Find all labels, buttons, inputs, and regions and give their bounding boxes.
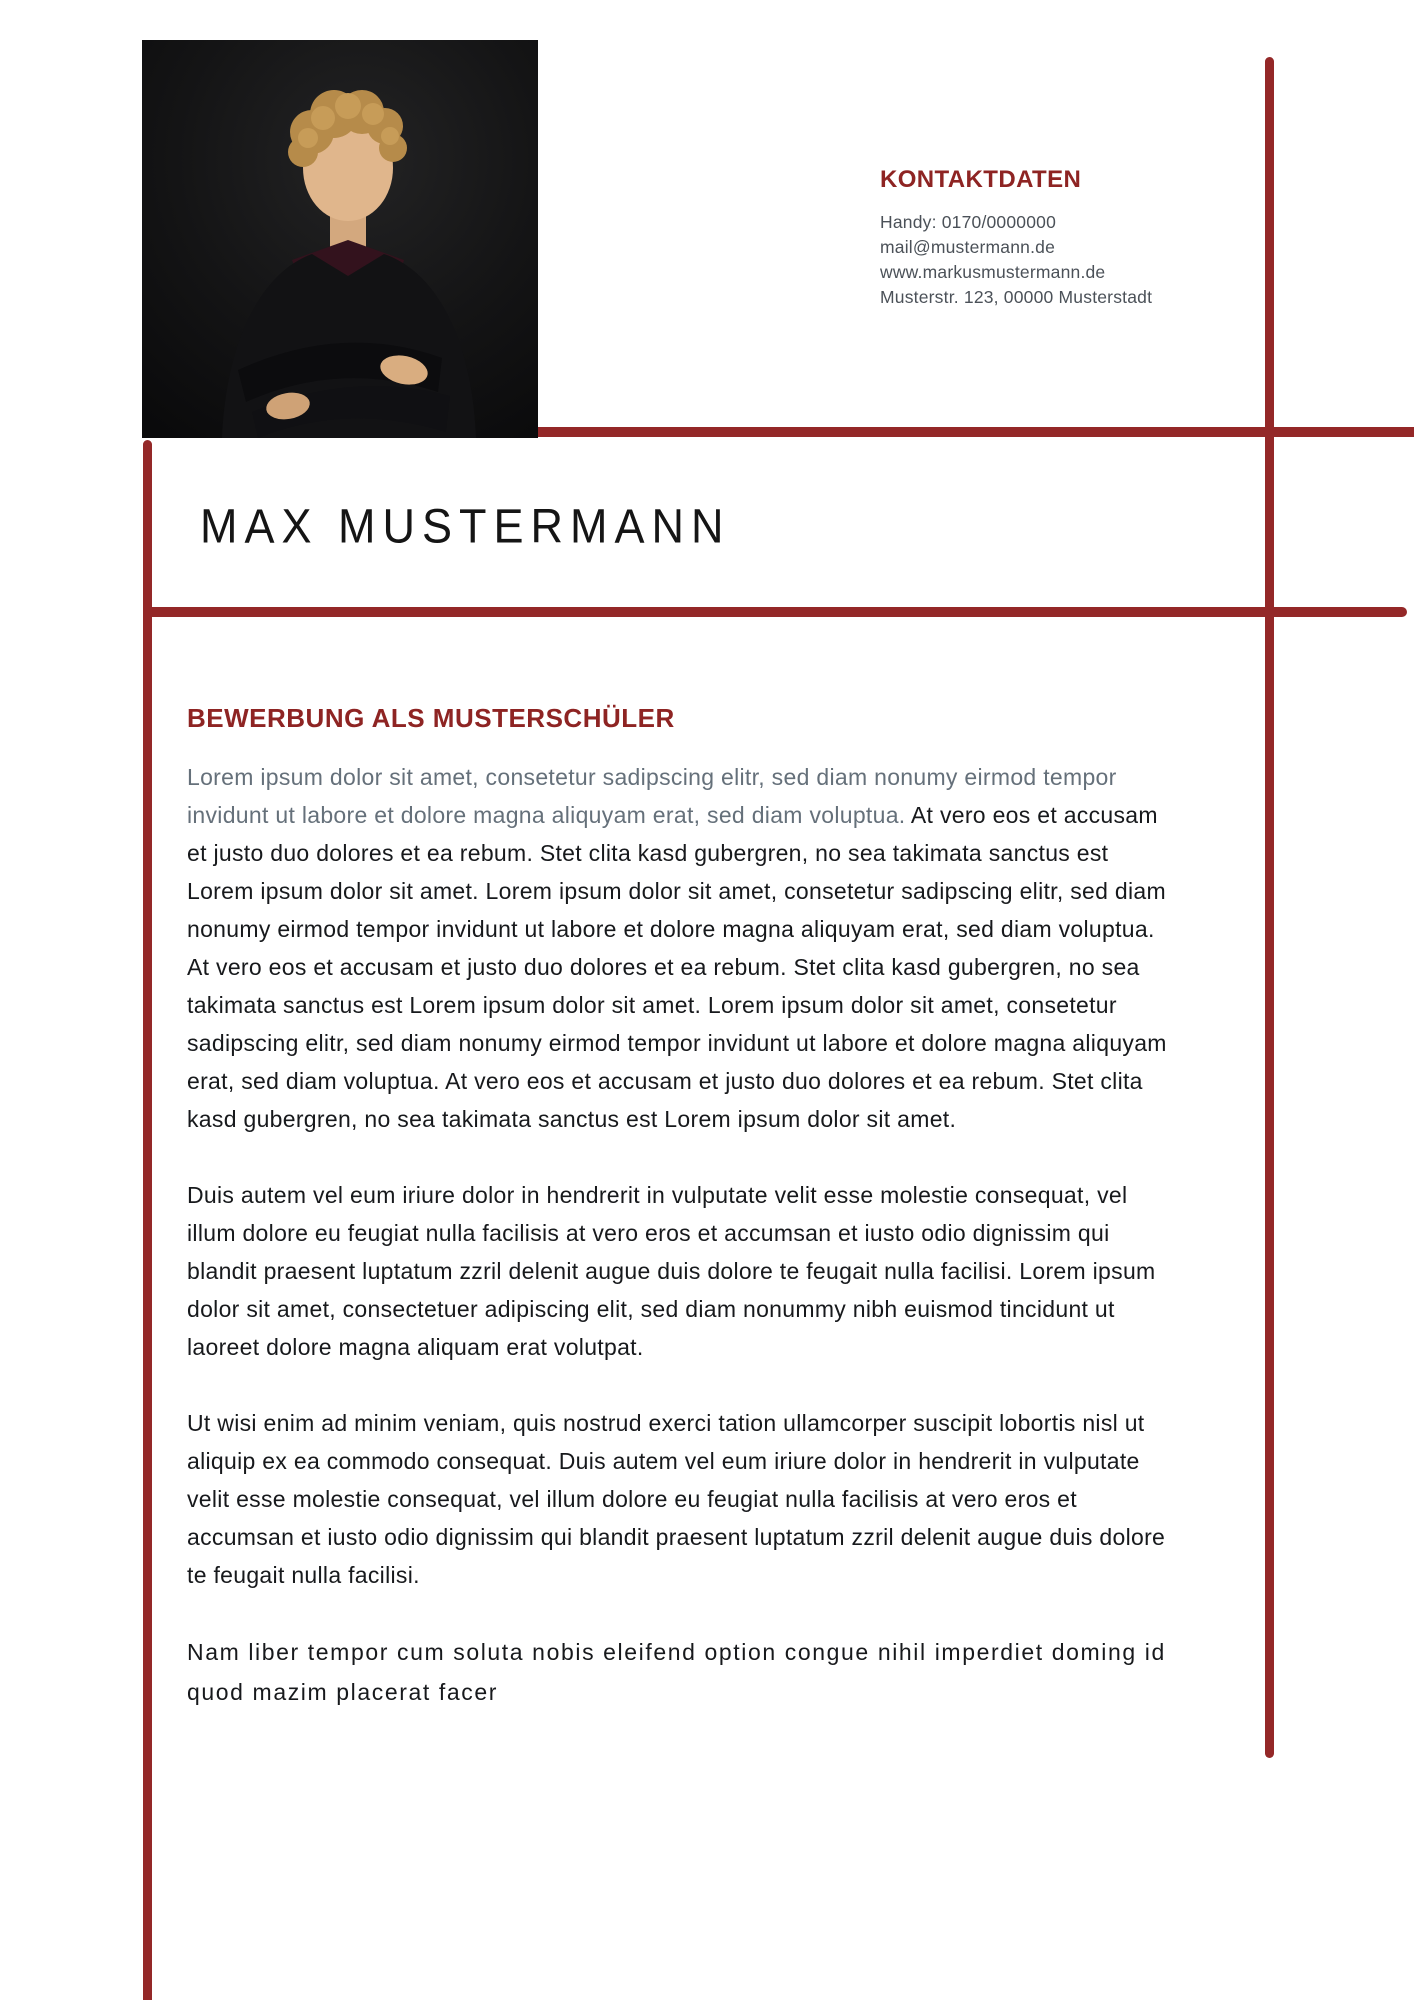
letter-paragraph-3: Ut wisi enim ad minim veniam, quis nostrud exerci tation ullamcorper suscipit lobortis nisl ut aliquip ex ea commodo consequat. Duis autem vel eum iriure dolor in hendrerit in vulputate velit esse molestie consequat, vel illum dolore eu feugiat nulla facilisis at vero eros et accumsan et iusto odio dignissim qui blandit praesent luptatum zzril delenit augue duis dolore te feugait nulla facilisi. [187, 1410, 1166, 1588]
letter-paragraph-1-main: At vero eos et accusam et justo duo dolores et ea rebum. Stet clita kasd gubergren, no sea takimata sanctus est Lorem ipsum dolor sit amet. Lorem ipsum dolor sit amet, consetetur sadipscing elitr, sed diam nonumy eirmod tempor invidunt ut labore et dolore magna aliquyam erat, sed diam voluptua. At vero eos et accusam et justo duo dolores et ea rebum. Stet clita kasd gubergren, no sea takimata sanctus est Lorem ipsum dolor sit amet. Lorem ipsum dolor sit amet, consetetur sadipscing elitr, sed diam nonumy eirmod tempor invidunt ut labore et dolore magna aliquyam erat, sed diam voluptua. At vero eos et accusam et justo duo dolores et ea rebum. Stet clita kasd gubergren, no sea takimata sanctus est Lorem ipsum dolor sit amet. [187, 802, 1167, 1132]
portrait-photo [142, 40, 538, 438]
contact-address: Musterstr. 123, 00000 Musterstadt [880, 287, 1153, 307]
contact-heading: KONTAKTDATEN [880, 166, 1082, 193]
left-vertical-rule [143, 440, 152, 2000]
letter-paragraph-1 [187, 758, 1179, 1138]
contact-phone: Handy: 0170/0000000 [880, 212, 1057, 232]
contact-website: www.markusmustermann.de [880, 262, 1106, 282]
contact-email: mail@mustermann.de [880, 237, 1056, 257]
right-vertical-rule [1265, 57, 1274, 1758]
contact-block [880, 166, 1320, 310]
letter-paragraph-2: Duis autem vel eum iriure dolor in hendrerit in vulputate velit esse molestie consequat, vel illum dolore eu feugiat nulla facilisis at vero eros et accumsan et iusto odio dignissim qui blandit praesent luptatum zzril delenit augue duis dolore te feugait nulla facilisi. Lorem ipsum dolor sit amet, consectetuer adipiscing elit, sed diam nonummy nibh euismod tincidunt ut laoreet dolore magna aliquam erat volutpat. [187, 1182, 1156, 1360]
letter-paragraph-closing: Nam liber tempor cum soluta nobis eleifend option congue nihil imperdiet doming id quod mazim placerat facer [187, 1639, 1166, 1705]
portrait-photo-illustration [142, 40, 538, 438]
middle-horizontal-rule [143, 607, 1407, 617]
letter-subject-heading: BEWERBUNG ALS MUSTERSCHÜLER [187, 703, 675, 733]
letter-paragraph-1-intro: Lorem ipsum dolor sit amet, consetetur sadipscing elitr, sed diam nonumy eirmod tempor invidunt ut labore et dolore magna aliquyam erat, sed diam voluptua. [187, 764, 1117, 828]
letter-body [187, 703, 1179, 1712]
applicant-name-title: MAX MUSTERMANN [200, 498, 731, 554]
